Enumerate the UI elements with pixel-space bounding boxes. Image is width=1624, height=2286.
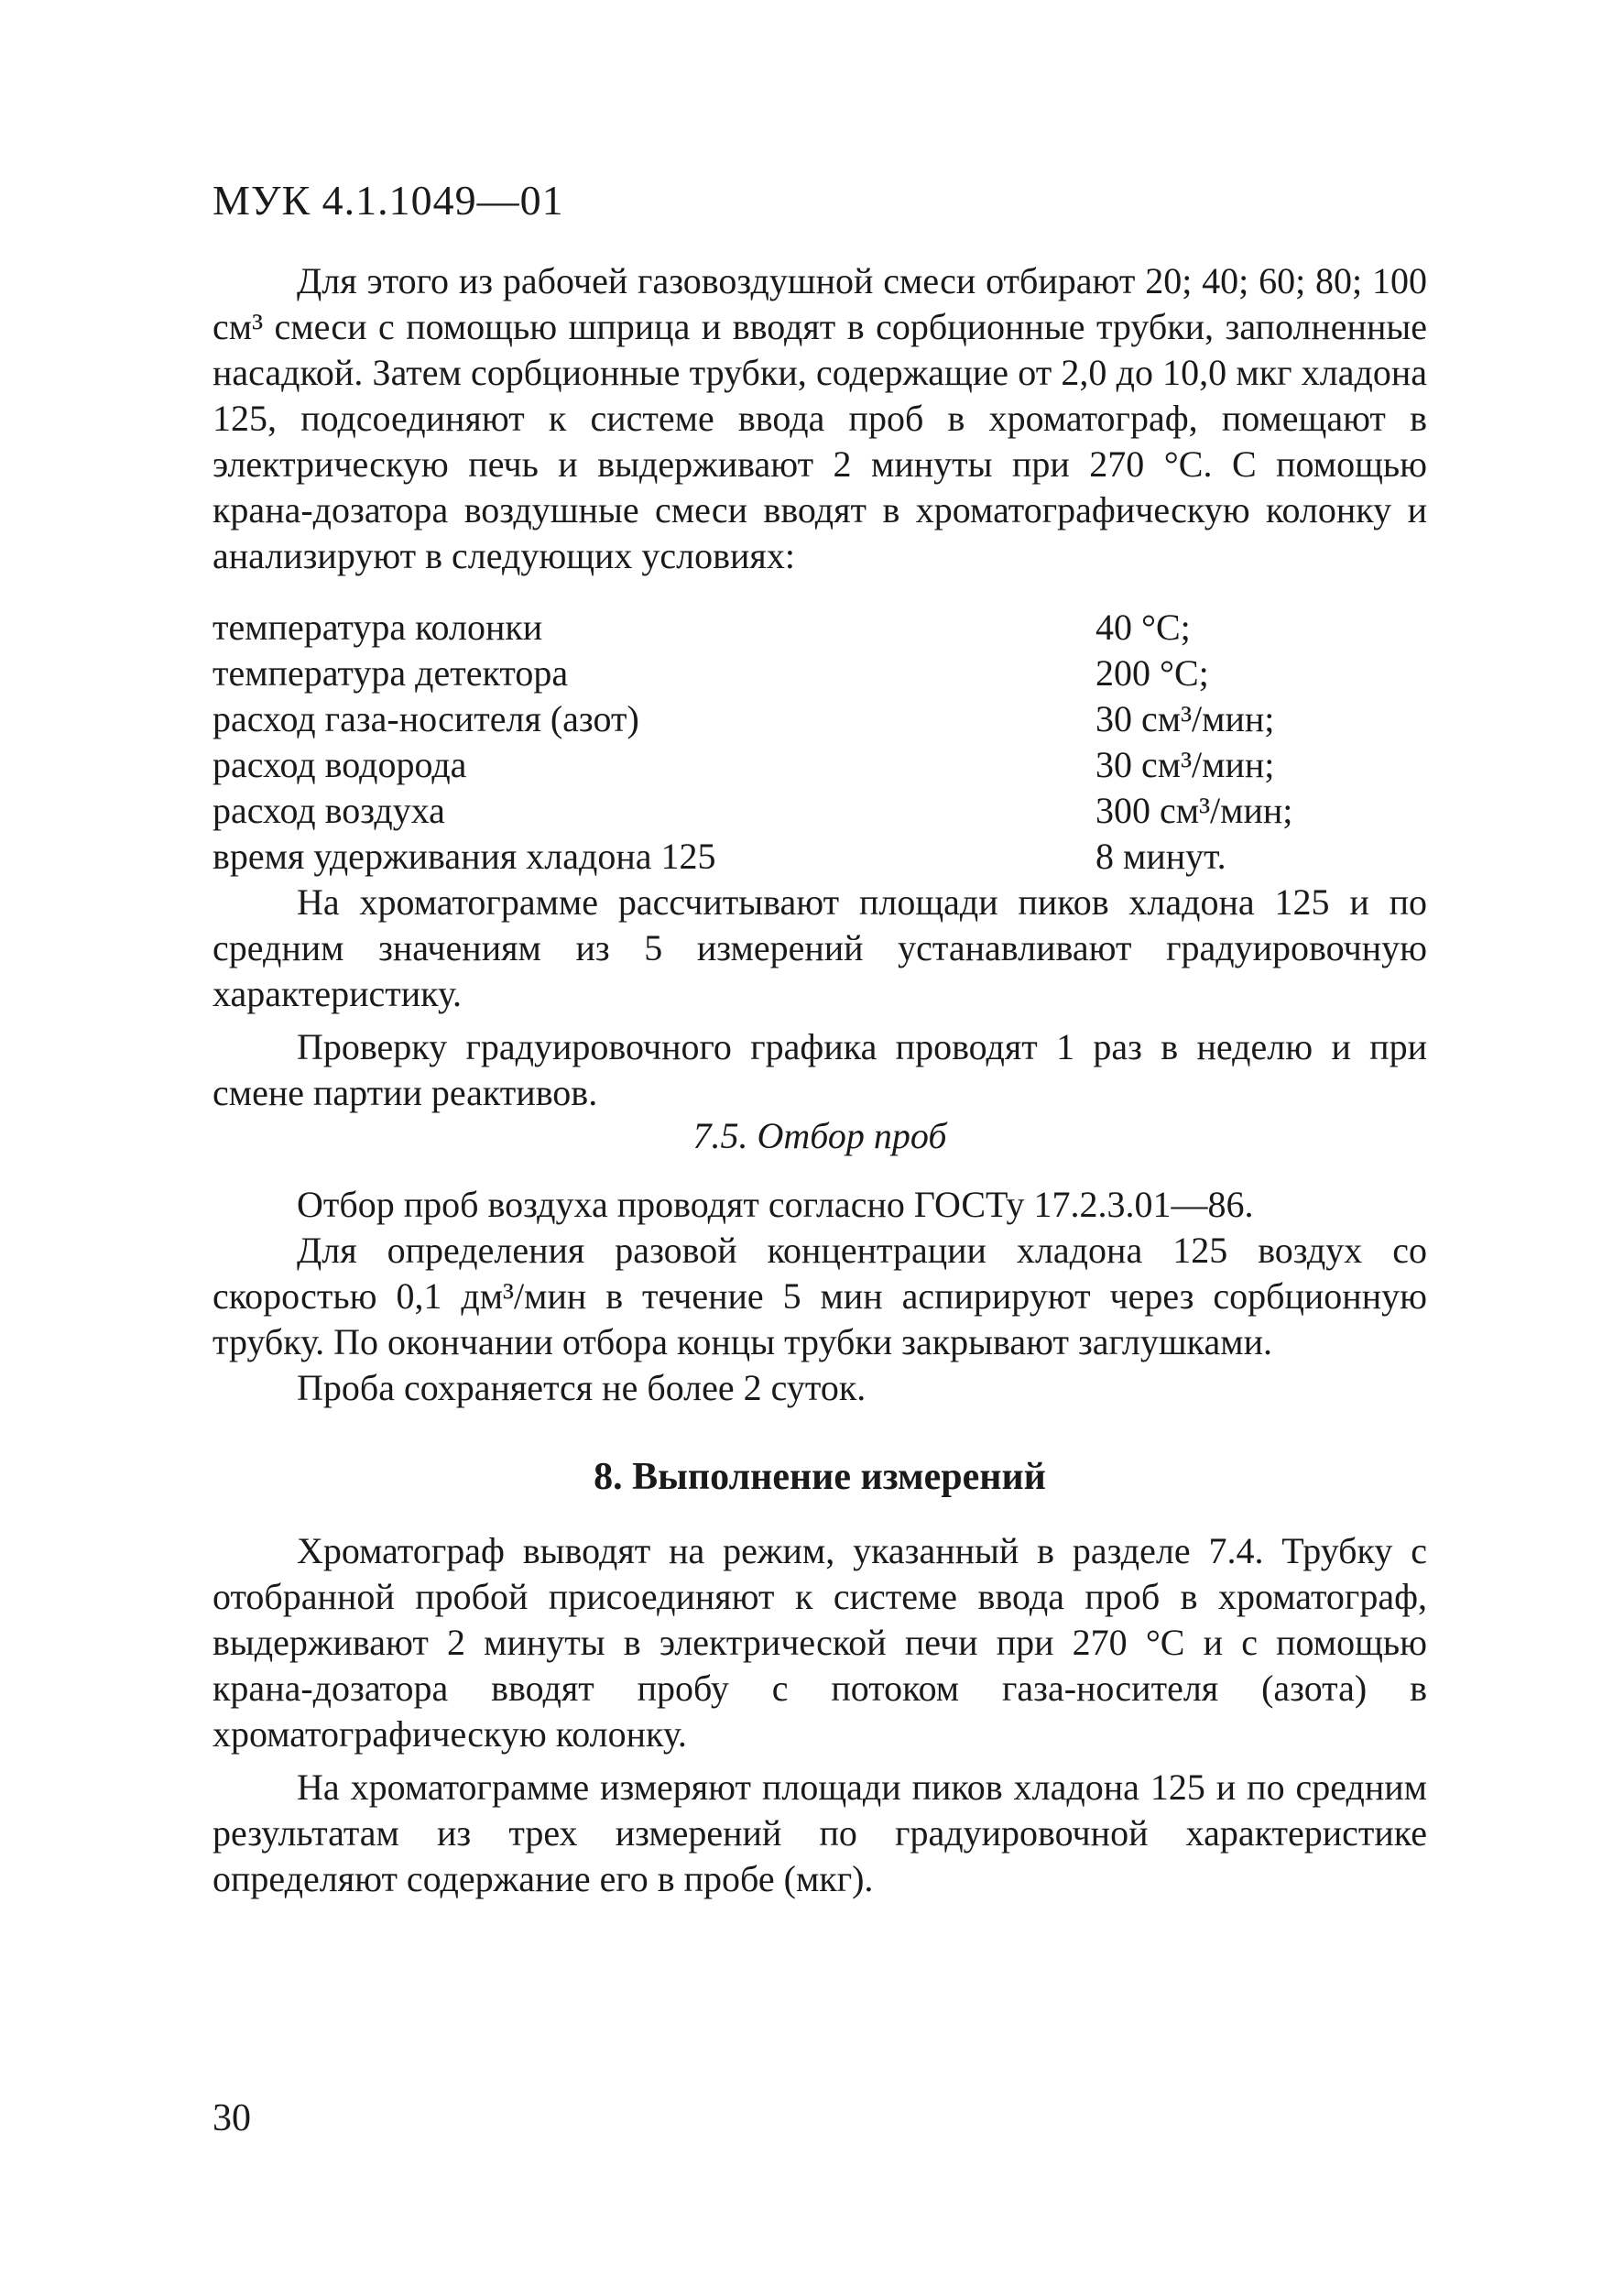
condition-name: температура детектора <box>213 652 569 694</box>
measurement-paragraph: Хроматограф выводят на режим, указанный в разделе 7.4. Трубку с отобранной пробой присоединяют к системе ввода проб в хроматограф, выдерживают 2 минуты в электрической печи при 270 °С и с помощью крана-дозатора вводят пробу с потоком газа-носителя (азота) в хроматографическую колонку. <box>213 1530 1427 1755</box>
sampling-paragraph: Отбор проб воздуха проводят согласно ГОСТу 17.2.3.01—86. <box>297 1184 1254 1225</box>
measurement-block <box>213 1528 1427 1902</box>
conditions-table <box>213 605 1427 880</box>
condition-name: температура колонки <box>213 607 543 648</box>
condition-name: расход газа-носителя (азот) <box>213 698 639 739</box>
measurement-paragraph: На хроматограмме измеряют площади пиков хладона 125 и по средним результатам из трех измерений по градуировочной характеристике определяют содержание его в пробе (мкг). <box>213 1766 1427 1899</box>
calibration-paragraph: На хроматограмме рассчитывают площади пиков хладона 125 и по средним значениям из 5 измерений устанавливают градуировочную характеристику. <box>213 881 1427 1014</box>
page-number: 30 <box>213 2097 251 2139</box>
condition-value: 30 см³/мин; <box>1095 744 1275 785</box>
condition-row <box>213 742 1427 788</box>
condition-row <box>213 788 1427 834</box>
condition-name: время удерживания хладона 125 <box>213 836 716 877</box>
calibration-block <box>213 880 1427 1116</box>
condition-row <box>213 605 1427 651</box>
condition-name: расход воздуха <box>213 790 445 831</box>
condition-row <box>213 651 1427 696</box>
calibration-check-paragraph: Проверку градуировочного графика проводят 1 раз в неделю и при смене партии реактивов. <box>213 1026 1427 1113</box>
condition-value: 300 см³/мин; <box>1095 790 1293 831</box>
condition-value: 40 °С; <box>1095 607 1191 648</box>
sampling-block <box>213 1182 1427 1411</box>
condition-row <box>213 834 1427 880</box>
document-code: МУК 4.1.1049—01 <box>213 177 564 224</box>
intro-paragraph: Для этого из рабочей газовоздушной смеси отбирают 20; 40; 60; 80; 100 см³ смеси с помощью шприца и вводят в сорбционные трубки, заполненные насадкой. Затем сорбционные трубки, содержащие от 2,0 до 10,0 мкг хладона 125, подсоединяют к системе ввода проб в хроматограф, помещают в электрическую печь и выдерживают 2 минуты при 270 °С. С помощью крана-дозатора воздушные смеси вводят в хроматографическую колонку и анализируют в следующих условиях: <box>213 260 1427 576</box>
condition-row <box>213 696 1427 742</box>
condition-value: 8 минут. <box>1095 836 1226 877</box>
section-title: 8. Выполнение измерений <box>594 1456 1046 1498</box>
subsection-title: 7.5. Отбор проб <box>692 1115 947 1156</box>
intro-block <box>213 258 1427 579</box>
sampling-paragraph: Проба сохраняется не более 2 суток. <box>297 1367 866 1408</box>
condition-value: 30 см³/мин; <box>1095 698 1275 739</box>
sampling-paragraph: Для определения разовой концентрации хладона 125 воздух со скоростью 0,1 дм³/мин в течение 5 мин аспирируют через сорбционную трубку. По окончании отбора концы трубки закрывают заглушками. <box>213 1230 1427 1362</box>
condition-value: 200 °С; <box>1095 652 1209 694</box>
condition-name: расход водорода <box>213 744 467 785</box>
